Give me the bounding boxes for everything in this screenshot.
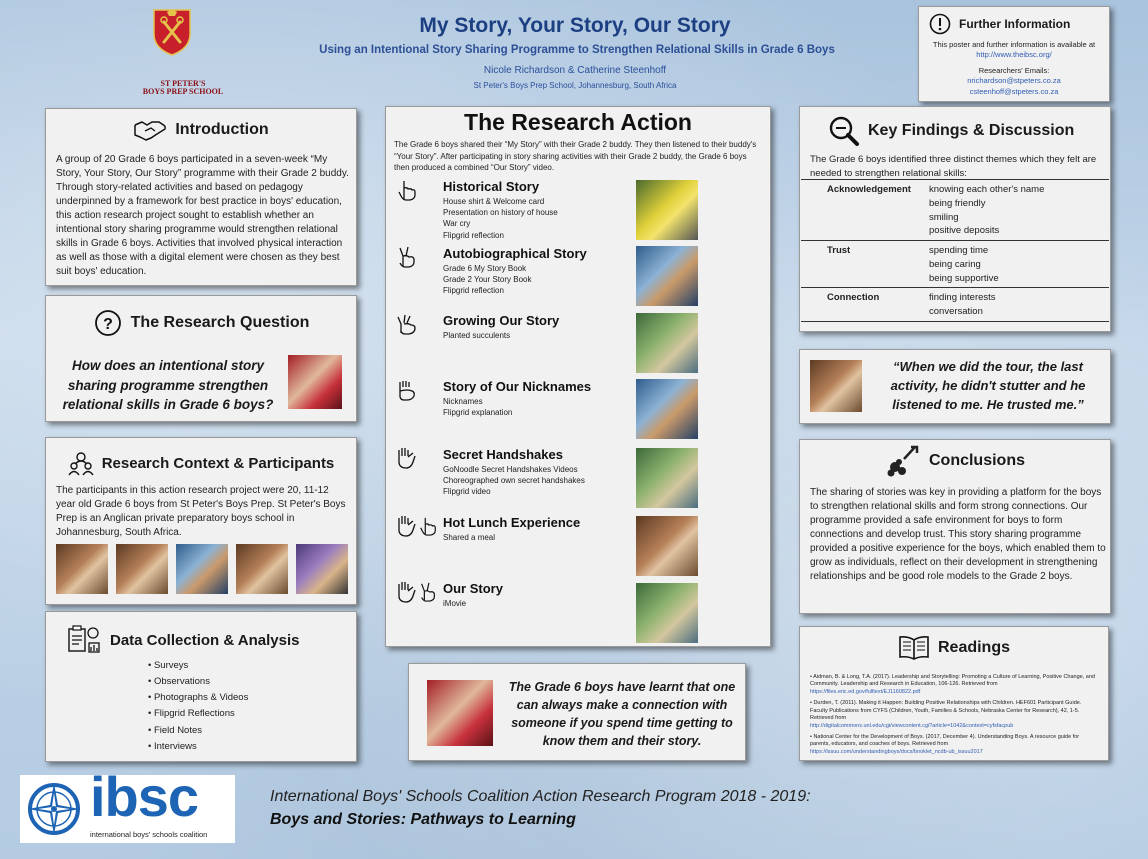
svg-text:?: ? xyxy=(102,316,113,333)
activity-name: Our Story xyxy=(443,581,503,596)
introduction-title: Introduction xyxy=(175,121,269,138)
theme-row xyxy=(801,180,1109,241)
context-title: Research Context & Participants xyxy=(101,454,335,472)
research-question-photo xyxy=(288,355,342,409)
data-collection-list xyxy=(148,658,248,755)
activity-line: Shared a meal xyxy=(443,533,496,542)
activity-line: Grade 6 My Story Book xyxy=(443,264,527,273)
theme-item: spending time xyxy=(929,245,989,257)
data-collection-item: • Field Notes xyxy=(148,723,248,739)
theme-name: Connection xyxy=(827,292,880,304)
themes-table xyxy=(801,179,1109,322)
footer-program-line: International Boys' Schools Coalition Action Research Program 2018 - 2019: xyxy=(270,788,811,805)
activity-photo xyxy=(636,448,698,508)
reference-text: • Durden, T. (2011). Making it Happen: Building Positive Relationships with Children. HEF601 Participant Guide. Faculty Publications from CYFS (Children, Youth, Families & Schools, Nebraska Center for Research), 42, 1-5. Retrieved from xyxy=(810,700,1082,722)
theme-row xyxy=(801,241,1109,288)
research-question-title: The Research Question xyxy=(130,314,310,331)
participant-photo xyxy=(56,544,108,594)
footer-theme-line: Boys and Stories: Pathways to Learning xyxy=(270,811,576,828)
conclusions-icon xyxy=(885,444,921,478)
readings-panel xyxy=(799,626,1109,761)
data-collection-item: • Photographs & Videos xyxy=(148,690,248,706)
further-info-text: This poster and further information is available at xyxy=(932,40,1096,49)
theme-name: Acknowledgement xyxy=(827,184,911,195)
hand-five-icon xyxy=(396,447,418,469)
activity-name: Growing Our Story xyxy=(443,313,560,328)
data-collection-item: • Flipgrid Reflections xyxy=(148,706,248,722)
hand-four-icon xyxy=(396,379,418,401)
hand-two-icon xyxy=(418,581,438,603)
activity-line: iMovie xyxy=(443,599,467,608)
reference-text: • Aidman, B. & Long, T.A. (2017). Leadership and Storytelling: Promoting a Culture of Learning, Positive Change, and Community. Leadership and Research in Education, 106-126. Retrieved from xyxy=(810,674,1095,688)
data-collection-item: • Surveys xyxy=(148,658,248,674)
activity-line: Nicknames xyxy=(443,397,483,406)
activity-line: Choreographed own secret handshakes xyxy=(443,476,585,486)
theme-row xyxy=(801,288,1109,322)
research-action-panel xyxy=(385,106,771,647)
activity-line: Flipgrid explanation xyxy=(443,408,513,418)
authors: Nicole Richardson & Catherine Steenhoff xyxy=(483,65,667,76)
introduction-text: A group of 20 Grade 6 boys participated in a seven-week “My Story, Your Story, Our Story” programme with their Grade 2 buddy. Through story-related activities and based on pedagogy underpinned by a framework for best practice in boys' education, this action research project sought to establish whether an intentional story sharing programme would strengthen relational skills in Grade 6 boys. Activities that involved physical interaction as well as those with a digital element were chosen as they best suit boys' education. xyxy=(56,154,349,277)
affiliation: St Peter's Boys Prep School, Johannesburg, South Africa xyxy=(473,81,677,90)
introduction-panel xyxy=(45,108,357,286)
hand-one-icon xyxy=(418,515,438,537)
participant-photos xyxy=(56,544,348,594)
email-steenhoff[interactable]: csteenhoff@stpeters.co.za xyxy=(969,86,1059,96)
activity-line: GoNoodle Secret Handshakes Videos xyxy=(443,465,578,474)
emails-label: Researchers' Emails: xyxy=(978,66,1050,76)
conclusions-text: The sharing of stories was key in providing a platform for the boys to strengthen relational skills and form strong connections. Our programme provided a safe environment for boys to form connections and develop trust. This story sharing programme provided a positive experience for the boys, which enabled them to grow as individuals, reflect on their development in strengthening relationships and be good role models to the Grade 2 boys. xyxy=(810,487,1106,582)
research-question-text: How does an intentional story sharing programme strengthen relational skills in Grade 6 boys? xyxy=(62,358,274,413)
poster-subtitle: Using an Intentional Story Sharing Programme to Strengthen Relational Skills in Grade 6 Boys xyxy=(319,44,835,56)
activity-line: House shirt & Welcome card xyxy=(443,197,545,206)
research-question-panel xyxy=(45,295,357,422)
activity-photo xyxy=(636,246,698,306)
poster-title: My Story, Your Story, Our Story xyxy=(419,14,731,37)
activity-name: Secret Handshakes xyxy=(443,447,563,462)
activity-name: Historical Story xyxy=(443,179,540,194)
participant-photo xyxy=(236,544,288,594)
email-richardson[interactable]: nrichardson@stpeters.co.za xyxy=(967,76,1061,86)
reference-item xyxy=(810,734,1100,756)
activity-photo xyxy=(636,583,698,643)
hand-three-icon xyxy=(396,313,418,335)
participant-photo xyxy=(296,544,348,594)
theme-item: conversation xyxy=(929,306,983,318)
key-quote-photo xyxy=(427,680,493,746)
activity-photo xyxy=(636,516,698,576)
handshake-icon xyxy=(133,119,167,141)
theme-item: being friendly xyxy=(929,197,986,209)
activity-name: Hot Lunch Experience xyxy=(443,515,581,530)
school-name-line1: ST PETER'S xyxy=(160,79,206,88)
further-info-title: Further Information xyxy=(959,17,1071,31)
theme-item: being caring xyxy=(929,258,981,270)
data-collection-icon xyxy=(66,624,102,656)
key-quote-panel xyxy=(408,663,746,761)
key-findings-panel xyxy=(799,106,1111,332)
conclusions-panel xyxy=(799,439,1111,614)
activity-photo xyxy=(636,313,698,373)
school-name xyxy=(128,80,238,97)
activity-photo xyxy=(636,379,698,439)
reference-text: • National Center for the Development of Boys. (2017, December 4). Understanding Boys. A resource guide for parents, educators, and coaches of boys. Retrieved from xyxy=(810,733,1080,748)
activity-name: Story of Our Nicknames xyxy=(443,379,592,394)
context-text: The participants in this action research project were 20, 11-12 year old Grade 6 boys from St Peter's Boys Prep. St Peter's Boys Prep is an Anglican private preparatory boys school in Johannesburg, South Africa. xyxy=(56,485,346,538)
theme-item: smiling xyxy=(929,211,959,223)
context-panel xyxy=(45,437,357,605)
activity-line: Presentation on history of house xyxy=(443,208,558,218)
activity-line: Grade 2 Your Story Book xyxy=(443,275,532,285)
school-crest xyxy=(152,8,192,56)
further-info-panel xyxy=(918,6,1110,102)
activity-line: Flipgrid reflection xyxy=(443,286,504,296)
hand-two-icon xyxy=(396,246,418,268)
participants-icon xyxy=(68,450,94,476)
conclusions-title: Conclusions xyxy=(928,452,1025,469)
data-collection-item: • Interviews xyxy=(148,739,248,755)
activity-line: Flipgrid video xyxy=(443,487,491,497)
reference-url[interactable]: https://issuu.com/understandingboys/docs/booklet_ncdb-ub_issuu2017 xyxy=(810,748,983,755)
data-collection-panel xyxy=(45,611,357,762)
hand-five-icon xyxy=(396,515,418,537)
key-findings-intro: The Grade 6 boys identified three distinct themes which they felt are needed to strengthen relational skills: xyxy=(810,154,1097,179)
hand-one-icon xyxy=(396,179,418,201)
book-icon xyxy=(898,635,930,661)
participant-photo xyxy=(116,544,168,594)
readings-title: Readings xyxy=(937,639,1010,656)
data-collection-item: • Observations xyxy=(148,674,248,690)
research-action-intro: The Grade 6 boys shared their “My Story” with their Grade 2 buddy. They then listened to their buddy's “Your Story”. After participating in story sharing activities with their Grade 2 buddy, the Grade 6 boys then produced a combined “Our Story” video. xyxy=(394,140,757,173)
reference-item xyxy=(810,674,1100,696)
key-findings-title: Key Findings & Discussion xyxy=(868,122,1075,139)
theme-name: Trust xyxy=(827,245,851,257)
theme-item: knowing each other's name xyxy=(929,184,1045,195)
ibsc-logo xyxy=(20,765,235,843)
activity-name: Autobiographical Story xyxy=(443,246,587,261)
theme-item: being supportive xyxy=(929,272,999,284)
magnifier-icon xyxy=(828,115,860,147)
further-info-url[interactable]: http://www.theibsc.org/ xyxy=(976,50,1052,60)
student-photo xyxy=(810,360,862,412)
activity-line: War cry xyxy=(443,219,471,229)
info-icon xyxy=(929,13,951,35)
question-icon xyxy=(93,308,123,338)
reference-url[interactable]: http://digitalcommons.unl.edu/cgi/viewcontent.cgi?article=1042&context=cyfsfacpub xyxy=(810,722,1014,729)
ibsc-wordmark: ibsc xyxy=(90,765,199,828)
theme-item: finding interests xyxy=(929,292,996,304)
reference-url[interactable]: https://files.eric.ed.gov/fulltext/EJ1160822.pdf xyxy=(810,688,921,695)
ibsc-tagline: international boys' schools coalition xyxy=(90,830,208,839)
hand-five-icon xyxy=(396,581,418,603)
student-quote-panel xyxy=(799,349,1111,424)
reference-item xyxy=(810,700,1100,730)
data-collection-title: Data Collection & Analysis xyxy=(110,631,300,649)
research-action-title: The Research Action xyxy=(464,109,692,135)
activity-photo xyxy=(636,180,698,240)
key-quote-text: The Grade 6 boys have learnt that one can always make a connection with someone if you spend time getting to know them and their story. xyxy=(508,680,736,749)
activity-line: Planted succulents xyxy=(443,331,511,340)
school-name-line2: BOYS PREP SCHOOL xyxy=(142,87,224,97)
student-quote-text: “When we did the tour, the last activity, he didn't stutter and he listened to me. He trusted me.” xyxy=(890,359,1086,412)
participant-photo xyxy=(176,544,228,594)
activity-line: Flipgrid reflection xyxy=(443,230,504,240)
theme-item: positive deposits xyxy=(929,225,1000,237)
compass-icon xyxy=(26,781,82,837)
